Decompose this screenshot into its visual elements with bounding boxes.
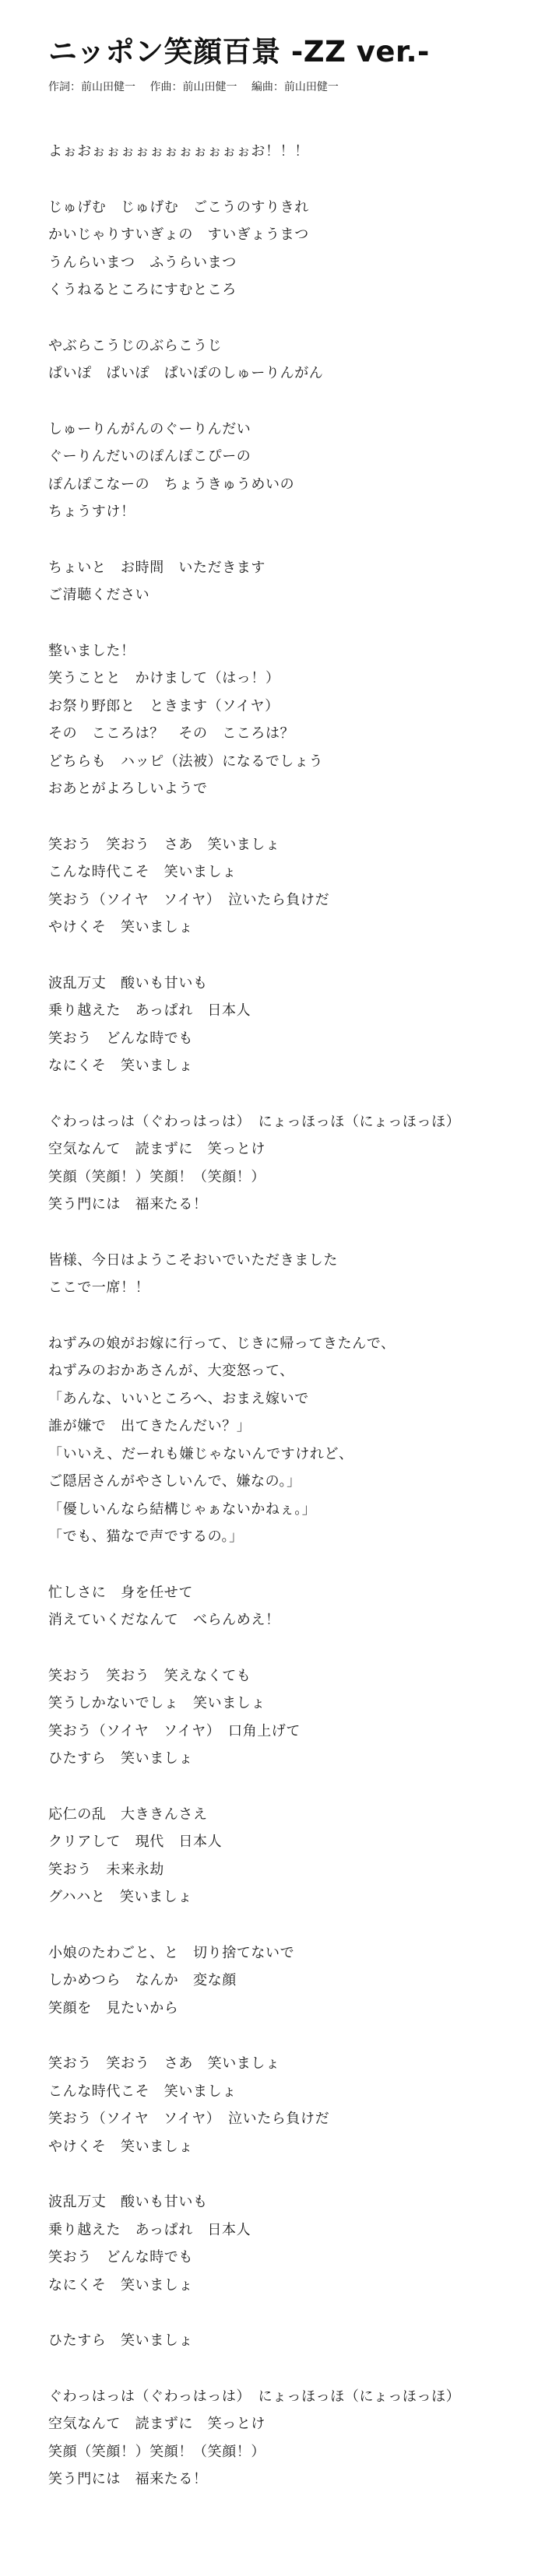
lyrics-stanza bbox=[48, 1579, 545, 1634]
lyric-line: 乗り越えた あっぱれ 日本人 bbox=[48, 2221, 251, 2238]
lyric-line: しかめつら なんか 変な顔 bbox=[48, 1972, 237, 1988]
lyric-line: 笑おう（ソイヤ ソイヤ） 泣いたら負けだ bbox=[48, 2111, 330, 2127]
lyric-line: ひたすら 笑いましょ bbox=[48, 2332, 193, 2349]
lyric-line: よぉおぉぉぉぉぉぉぉぉぉぉぉお！！！ bbox=[48, 143, 309, 160]
lyric-line: 笑おう どんな時でも bbox=[48, 2249, 193, 2265]
lyric-line: 空気なんて 読まずに 笑っとけ bbox=[48, 2416, 265, 2432]
lyric-line: やけくそ 笑いましょ bbox=[48, 919, 193, 935]
lyric-line: 応仁の乱 大ききんさえ bbox=[48, 1806, 208, 1823]
lyric-line: 笑おう（ソイヤ ソイヤ） 泣いたら負けだ bbox=[48, 891, 330, 908]
arranger-credit: 編曲：前山田健一 bbox=[251, 81, 339, 93]
lyric-line: 波乱万丈 酸いも甘いも bbox=[48, 2194, 208, 2210]
lyrics-stanza bbox=[48, 2383, 545, 2494]
lyric-line: 笑うことと かけまして（はっ！） bbox=[48, 670, 280, 686]
lyric-line: じゅげむ じゅげむ ごこうのすりきれ bbox=[48, 198, 309, 216]
song-credits bbox=[48, 79, 545, 95]
lyric-line: しゅーりんがんのぐーりんだい bbox=[48, 420, 251, 437]
lyric-line: 笑うしかないでしょ 笑いましょ bbox=[48, 1695, 265, 1711]
lyrics-stanza bbox=[48, 1330, 545, 1551]
lyric-line: 整いました！ bbox=[48, 642, 135, 659]
lyric-line: うんらいまつ ふうらいまつ bbox=[48, 254, 237, 271]
lyrics-stanza bbox=[48, 831, 545, 942]
lyric-line: 「あんな、いいところへ、おまえ嫁いで bbox=[48, 1390, 309, 1407]
lyric-line: 笑う門には 福来たる！ bbox=[48, 1196, 208, 1213]
lyric-line: どちらも ハッピ（法被）になるでしょう bbox=[48, 753, 324, 770]
lyric-line: ここで一席！！ bbox=[48, 1279, 150, 1296]
lyric-line: お祭り野郎と ときます（ソイヤ） bbox=[48, 697, 280, 714]
lyric-line: 笑顔（笑顔！）笑顔！（笑顔！） bbox=[48, 2443, 265, 2460]
lyrics-stanza bbox=[48, 970, 545, 1080]
lyric-line: やぶらこうじのぶらこうじ bbox=[48, 337, 223, 354]
lyric-line: 「いいえ、だーれも嫌じゃないんですけれど、 bbox=[48, 1445, 353, 1462]
lyric-line: 笑おう どんな時でも bbox=[48, 1030, 193, 1047]
lyric-line: 忙しさに 身を任せて bbox=[48, 1584, 193, 1601]
lyrics-stanza bbox=[48, 1801, 545, 1911]
lyric-line: 消えていくだなんて べらんめえ！ bbox=[48, 1612, 280, 1628]
lyric-line: ぽんぽこなーの ちょうきゅうめいの bbox=[48, 476, 295, 493]
lyric-line: ご隠居さんがやさしいんで、嫌なの。」 bbox=[48, 1473, 301, 1490]
lyric-line: 乗り越えた あっぱれ 日本人 bbox=[48, 1002, 251, 1019]
lyric-line: クリアして 現代 日本人 bbox=[48, 1834, 223, 1850]
lyric-line: ちょうすけ！ bbox=[48, 504, 135, 520]
lyrics-stanza bbox=[48, 416, 545, 526]
lyric-line: なにくそ 笑いましょ bbox=[48, 2276, 193, 2293]
lyric-line: かいじゃりすいぎょの すいぎょうまつ bbox=[48, 226, 309, 243]
lyrics-stanza bbox=[48, 1247, 545, 1302]
lyric-line: くうねるところにすむところ bbox=[48, 282, 237, 298]
lyrics-stanza bbox=[48, 554, 545, 609]
lyrics-stanza bbox=[48, 1662, 545, 1773]
lyric-line: 誰が嫌で 出てきたんだい？」 bbox=[48, 1418, 251, 1434]
lyric-line: その こころは？ その こころは？ bbox=[48, 725, 295, 742]
lyric-line: なにくそ 笑いましょ bbox=[48, 1058, 193, 1074]
lyric-line: 「でも、猫なで声でするの。」 bbox=[48, 1528, 244, 1545]
lyrics-stanza bbox=[48, 1939, 545, 2023]
lyric-line: 空気なんて 読まずに 笑っとけ bbox=[48, 1141, 265, 1157]
composer-credit: 作曲：前山田健一 bbox=[149, 81, 237, 93]
lyric-line: こんな時代こそ 笑いましょ bbox=[48, 2083, 237, 2100]
lyric-line: こんな時代こそ 笑いましょ bbox=[48, 864, 237, 880]
lyric-line: 笑う門には 福来たる！ bbox=[48, 2471, 208, 2487]
lyric-line: 「優しいんなら結構じゃぁないかねぇ。」 bbox=[48, 1500, 317, 1518]
lyrics-stanza bbox=[48, 332, 545, 388]
lyrics-body bbox=[48, 138, 545, 2494]
lyric-line: おあとがよろしいようで bbox=[48, 781, 208, 797]
lyric-line: 笑顔（笑顔！）笑顔！（笑顔！） bbox=[48, 1168, 265, 1185]
lyrics-stanza bbox=[48, 194, 545, 304]
lyric-line: ぐーりんだいのぽんぽこぴーの bbox=[48, 448, 251, 465]
lyric-line: 波乱万丈 酸いも甘いも bbox=[48, 974, 208, 991]
lyrics-stanza bbox=[48, 2327, 545, 2355]
lyric-line: ご清聴ください bbox=[48, 587, 150, 603]
lyrics-stanza bbox=[48, 2188, 545, 2299]
lyric-line: ぐわっはっは（ぐわっはっは） にょっほっほ（にょっほっほ） bbox=[48, 1113, 461, 1130]
lyric-line: 皆様、今日はようこそおいでいただきました bbox=[48, 1251, 338, 1269]
lyrics-stanza bbox=[48, 2050, 545, 2160]
lyric-line: ぱいぽ ぱいぽ ぱいぽのしゅーりんがん bbox=[48, 365, 324, 381]
lyric-line: 小娘のたわごと、と 切り捨てないで bbox=[48, 1944, 295, 1961]
lyric-line: 笑おう（ソイヤ ソイヤ） 口角上げて bbox=[48, 1722, 301, 1739]
lyric-line: ねずみの娘がお嫁に行って、じきに帰ってきたんで、 bbox=[48, 1335, 396, 1352]
lyrics-stanza bbox=[48, 637, 545, 803]
lyric-line: グハハと 笑いましょ bbox=[48, 1889, 192, 1905]
lyric-line: ちょいと お時間 いただきます bbox=[48, 559, 265, 576]
lyric-line: やけくそ 笑いましょ bbox=[48, 2138, 193, 2155]
lyric-line: ぐわっはっは（ぐわっはっは） にょっほっほ（にょっほっほ） bbox=[48, 2388, 461, 2405]
lyric-line: 笑おう 笑おう さあ 笑いましょ bbox=[48, 836, 280, 853]
lyrics-stanza bbox=[48, 138, 545, 166]
lyric-line: 笑おう 未来永劫 bbox=[48, 1861, 164, 1878]
song-title: ニッポン笑顔百景 -ZZ ver.- bbox=[48, 35, 430, 68]
lyric-line: 笑顔を 見たいから bbox=[48, 1999, 179, 2016]
lyrics-stanza bbox=[48, 1108, 545, 1219]
lyric-line: 笑おう 笑おう さあ 笑いましょ bbox=[48, 2055, 280, 2072]
lyricist-credit: 作詞：前山田健一 bbox=[48, 81, 135, 93]
lyric-line: ねずみのおかあさんが、大変怒って、 bbox=[48, 1363, 294, 1379]
lyric-line: 笑おう 笑おう 笑えなくても bbox=[48, 1667, 251, 1684]
lyric-line: ひたすら 笑いましょ bbox=[48, 1750, 193, 1767]
